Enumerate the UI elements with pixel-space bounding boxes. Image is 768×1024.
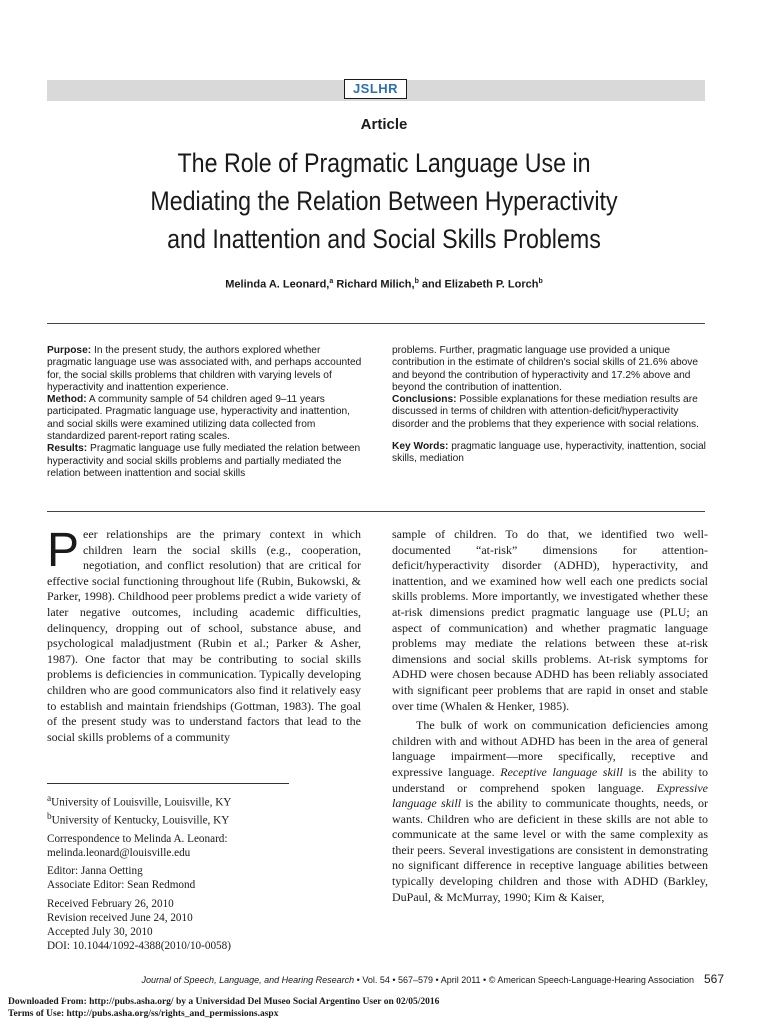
author-name: Melinda A. Leonard, xyxy=(225,278,330,291)
journal-badge: JSLHR xyxy=(344,79,407,99)
title-line: and Inattention and Social Skills Problems xyxy=(167,224,601,254)
purpose-label: Purpose: xyxy=(47,345,92,356)
conclusions-label: Conclusions: xyxy=(392,394,457,406)
affiliation-mark: b xyxy=(47,811,52,822)
affiliation-mark: a xyxy=(329,278,334,285)
terms-line: Terms of Use: http://pubs.asha.org/ss/rights_and_permissions.aspx xyxy=(8,1008,279,1019)
associate-editor: Associate Editor: Sean Redmond xyxy=(47,879,196,892)
page-footer xyxy=(0,972,724,986)
author-name: and Elizabeth P. Lorch xyxy=(421,278,539,291)
method-label: Method: xyxy=(47,394,87,406)
accepted-date: Accepted July 30, 2010 xyxy=(47,926,153,939)
affiliation-mark: b xyxy=(538,278,543,285)
body-left-text: eer relationships are the primary context in which children learn the social skills (e.g., cooperation, negotiation, and conflict resolution) that are critical for effective social functioning throughout life (Rubin, Bukowski, & Parker, 1998). Childhood peer problems predict a wide variety of later negative outcomes, including academic difficulties, delinquency, dropping out of school, substance abuse, and psychological maladjustment (Rubin et al.; Parker & Asher, 1987). One factor that may be contributing to social skills problems is deficiencies in communication. Typically developing children who are good communicators also find it relatively easy to establish and maintain friendships (Gottman, 1983). The goal of the present study was to understand factors that lead to the social skills problems of a community xyxy=(47,527,361,744)
affiliation-b xyxy=(47,810,367,828)
affiliation-mark: a xyxy=(47,794,52,804)
footer-volume-info: • Vol. 54 • 567–579 • April 2011 • © American Speech-Language-Hearing Association xyxy=(354,975,694,985)
body-paragraph xyxy=(392,718,708,905)
body-left-column xyxy=(47,524,361,745)
download-notice xyxy=(8,997,748,1020)
conclusions-text: Possible explanations for these mediation results are discussed in terms of children with attention-deficit/hyperactivity disorder and the problems that they experience with social relations. xyxy=(392,394,699,430)
term-receptive: Receptive language skill xyxy=(500,764,623,779)
received-date: Received February 26, 2010 xyxy=(47,897,174,910)
abstract-right-column xyxy=(392,345,710,466)
body-right-column xyxy=(392,527,708,905)
drop-cap: P xyxy=(47,524,80,577)
revision-date: Revision received June 24, 2010 xyxy=(47,911,193,924)
purpose-text: In the present study, the authors explored whether pragmatic language use was associated with, and perhaps accounted for, the social skills problems that children with varying levels of hyperactivity and inattention experience. xyxy=(47,345,362,393)
paragraph-text: The bulk of work on communication deficiencies among children with and without ADHD has been in the area of general language impairment—more specifically, receptive and expressive language. xyxy=(392,718,708,779)
page-number: 567 xyxy=(703,972,724,986)
paragraph-text: is the ability to understand or comprehend spoken language. xyxy=(392,764,708,795)
keywords xyxy=(392,441,710,466)
title-line: Mediating the Relation Between Hyperactivity xyxy=(150,186,618,216)
body-paragraph: sample of children. To do that, we identified two well-documented “at-risk” dimensions for attention-deficit/hyperactivity disorder (ADHD), hyperactivity, and inattention, and we examined how well each one predicts social skills problems. More importantly, we investigated whether these at-risk dimensions predict pragmatic language use (PLU; an aspect of communication) and whether pragmatic language problems may mediate the relations between these at-risk dimensions and social skills problems. At-risk symptoms for ADHD were chosen because ADHD has been reliably associated with significant peer problems that are rapid in onset and stable over time (Whalen & Henker, 1985). xyxy=(392,527,708,713)
affiliation-a xyxy=(47,792,367,810)
title-line: The Role of Pragmatic Language Use in xyxy=(177,148,591,178)
abstract-left-column xyxy=(47,345,367,480)
doi: DOI: 10.1044/1092-4388(2010/10-0058) xyxy=(47,940,231,953)
editor: Editor: Janna Oetting xyxy=(47,865,143,878)
affiliation-text: University of Louisville, Louisville, KY xyxy=(51,796,232,809)
abstract-bottom-rule xyxy=(47,511,705,512)
affiliation-mark: b xyxy=(414,278,419,285)
keywords-label: Key Words: xyxy=(392,441,449,453)
correspondence-email: melinda.leonard@louisville.edu xyxy=(47,847,191,860)
paper-title xyxy=(131,144,637,258)
results-label: Results: xyxy=(47,443,88,455)
author-name: Richard Milich, xyxy=(336,278,415,291)
affiliation-text: University of Kentucky, Louisville, KY xyxy=(51,814,230,827)
footnotes xyxy=(47,792,367,954)
abstract-top-rule xyxy=(47,323,705,324)
footnote-rule xyxy=(47,783,289,784)
article-type-label: Article xyxy=(360,116,408,133)
correspondence: Correspondence to Melinda A. Leonard: xyxy=(47,832,228,845)
footer-journal: Journal of Speech, Language, and Hearing Research xyxy=(141,975,355,985)
term-expressive: Expressive language skill xyxy=(392,780,708,811)
results-text: Pragmatic language use fully mediated the relation between hyperactivity and social skills problems and partially mediated the relation between inattention and social skills xyxy=(47,443,361,479)
keywords-text: pragmatic language use, hyperactivity, inattention, social skills, mediation xyxy=(392,441,706,465)
download-line: Downloaded From: http://pubs.asha.org/ by a Universidad Del Museo Social Argentino User on 02/05/2016 xyxy=(8,997,440,1007)
method-text: A community sample of 54 children aged 9–11 years participated. Pragmatic language use, hyperactivity and inattention, and social skills were examined utilizing data collected from standardized parent-report rating scales. xyxy=(47,394,350,443)
author-list xyxy=(0,278,768,291)
paragraph-text: is the ability to communicate thoughts, needs, or wants. Children who are deficient in these skills are not able to communicate at the same level or with the same complexity as their peers. Several investigations are consistent in demonstrating no significant difference in receptive language abilities between typically developing children and those with ADHD (Barkley, DuPaul, & McMurray, 1990; Kim & Kaiser, xyxy=(392,796,708,904)
results-continued-text: problems. Further, pragmatic language use provided a unique contribution in the estimate of children's social skills of 21.6% above and beyond the contribution of hyperactivity and 17.2% above and beyond the contribution of inattention. xyxy=(392,345,699,393)
